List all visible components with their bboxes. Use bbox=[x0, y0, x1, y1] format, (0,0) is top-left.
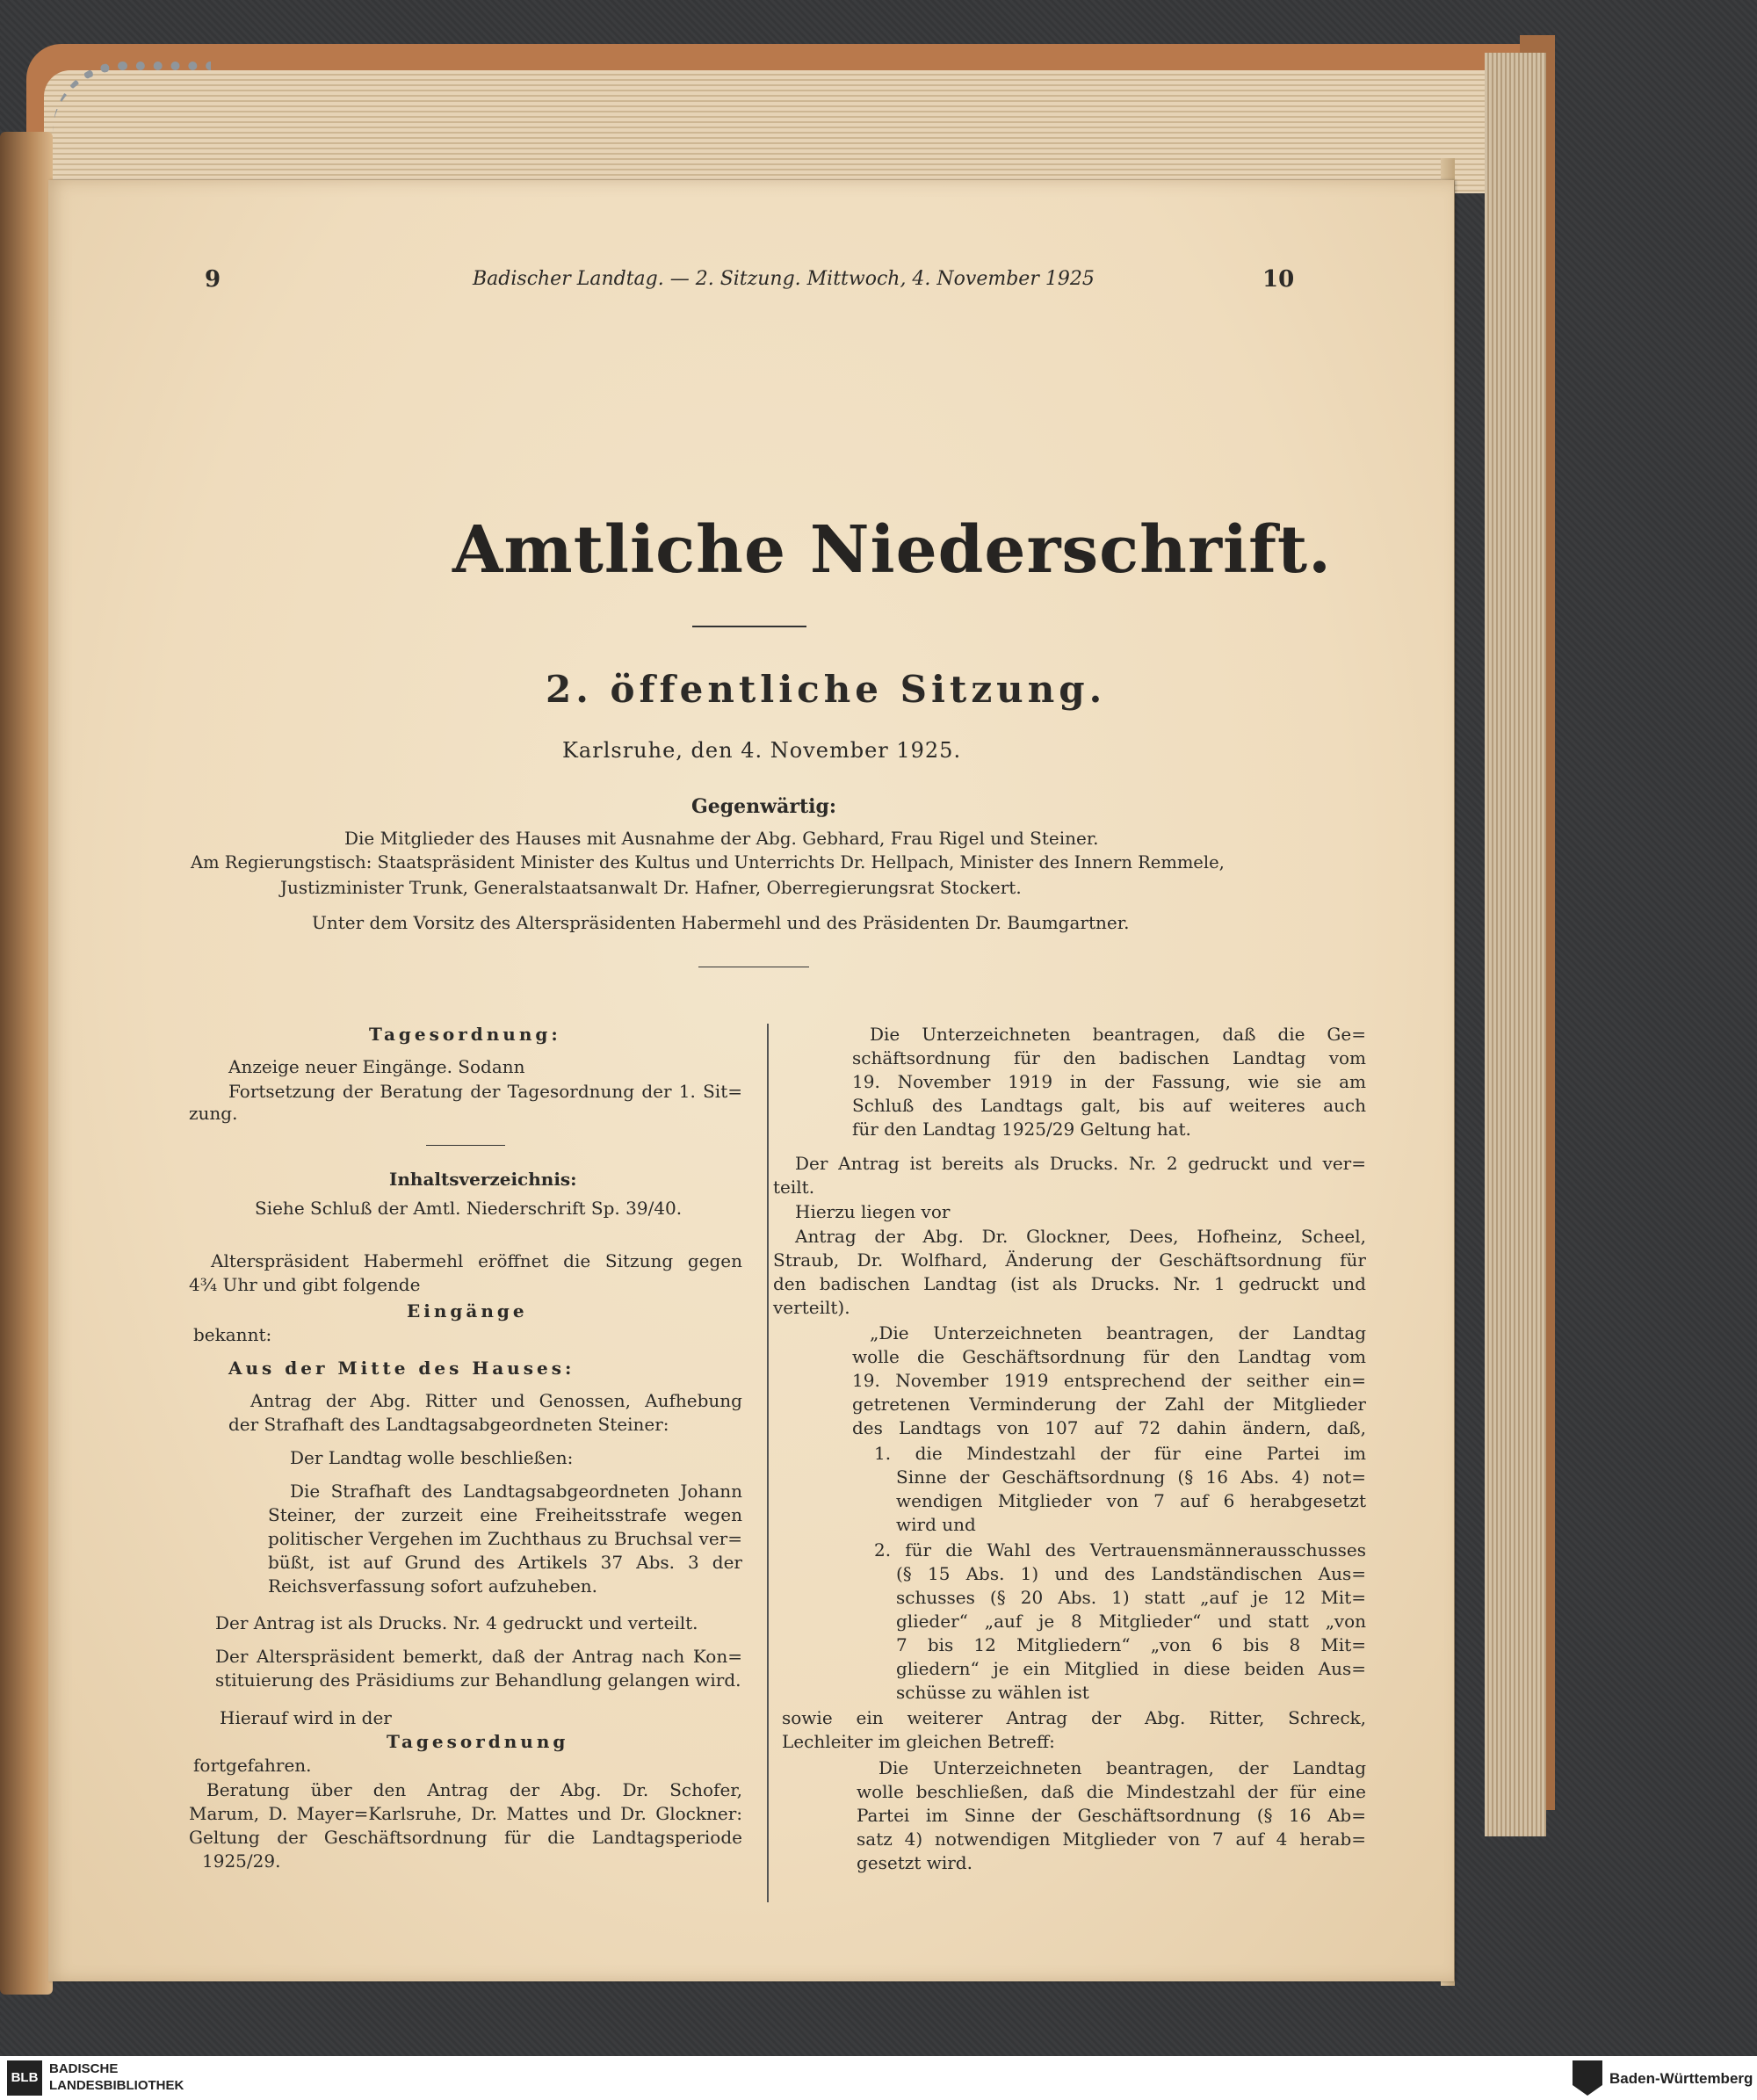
library-name[interactable] bbox=[49, 2060, 184, 2094]
beratung-line-1: Beratung über den Antrag der Abg. Dr. Schofer, bbox=[206, 1779, 742, 1800]
right-line-16: getretenen Verminderung der Zahl der Mitglieder bbox=[852, 1394, 1366, 1415]
beratung-line-3: Geltung der Geschäftsordnung für die Landtagsperiode bbox=[189, 1827, 742, 1848]
right-line-10: Straub, Dr. Wolfhard, Änderung der Geschäftsordnung für bbox=[773, 1249, 1366, 1271]
bemerkt-line-2: stituierung des Präsidiums zur Behandlung gelangen wird. bbox=[215, 1669, 741, 1691]
list-item-2-line-4: glieder“ „auf je 8 Mitglieder“ und statt „von bbox=[896, 1611, 1366, 1632]
beratung-line-2: Marum, D. Mayer=Karlsruhe, Dr. Mattes und Dr. Glockner: bbox=[189, 1803, 742, 1824]
right-line-4: Schluß des Landtags galt, bis auf weiteres auch bbox=[852, 1095, 1366, 1116]
quote-line-2: Steiner, der zurzeit eine Freiheitsstrafe wegen bbox=[268, 1504, 742, 1525]
page-number-left: 9 bbox=[205, 266, 221, 293]
eingaenge-heading: Eingänge bbox=[407, 1300, 528, 1322]
list-item-1-line-1: 1. die Mindestzahl der für eine Partei im bbox=[874, 1443, 1366, 1464]
right-line-8: Hierzu liegen vor bbox=[795, 1201, 951, 1222]
column-divider bbox=[767, 1024, 769, 1902]
library-name-line-1: BADISCHE bbox=[49, 2061, 119, 2076]
fortgefahren-text: fortgefahren. bbox=[193, 1755, 312, 1776]
agenda-item-1: Anzeige neuer Eingänge. Sodann bbox=[228, 1056, 525, 1077]
drucksache-4: Der Antrag ist als Drucks. Nr. 4 gedruckt und verteilt. bbox=[215, 1612, 698, 1633]
book-spine-left bbox=[0, 132, 53, 1995]
list-item-2-line-2: (§ 15 Abs. 1) und des Landständischen Aus= bbox=[896, 1563, 1366, 1584]
blb-logo[interactable]: BLB bbox=[7, 2060, 42, 2096]
agenda-item-2: Fortsetzung der Beratung der Tagesordnung der 1. Sit= bbox=[228, 1081, 742, 1102]
right-line-32: wolle beschließen, daß die Mindestzahl der für eine bbox=[857, 1781, 1366, 1802]
list-item-2-line-1: 2. für die Wahl des Vertrauensmännerausschusses bbox=[874, 1539, 1366, 1561]
bemerkt-line-1: Der Alterspräsident bemerkt, daß der Antrag nach Kon= bbox=[215, 1646, 742, 1667]
quote-line-4: büßt, ist auf Grund des Artikels 37 Abs. 3 der bbox=[268, 1552, 742, 1573]
present-heading: Gegenwärtig: bbox=[691, 795, 836, 818]
right-line-35: gesetzt wird. bbox=[857, 1852, 972, 1873]
index-text: Siehe Schluß der Amtl. Niederschrift Sp. 39/40. bbox=[255, 1198, 683, 1219]
list-item-1-line-4: wird und bbox=[896, 1514, 976, 1535]
right-line-29: sowie ein weiterer Antrag der Abg. Ritter, Schreck, bbox=[782, 1707, 1366, 1728]
opening-line-1: Alterspräsident Habermehl eröffnet die Sitzung gegen bbox=[211, 1250, 742, 1271]
hierauf-text: Hierauf wird in der bbox=[220, 1707, 392, 1728]
quote-line-1: Die Strafhaft des Landtagsabgeordneten Johann bbox=[290, 1481, 742, 1502]
beratung-line-4: 1925/29. bbox=[202, 1850, 281, 1872]
present-government-2: Justizminister Trunk, Generalstaatsanwalt Dr. Hafner, Oberregierungsrat Stockert. bbox=[280, 877, 1022, 898]
list-item-2-line-3: schusses (§ 20 Abs. 1) statt „auf je 12 Mit= bbox=[896, 1587, 1366, 1608]
antrag-ritter-line-2: der Strafhaft des Landtagsabgeordneten Steiner: bbox=[228, 1414, 669, 1435]
right-line-6: Der Antrag ist bereits als Drucks. Nr. 2 gedruckt und ver= bbox=[795, 1153, 1366, 1174]
beschliessen-text: Der Landtag wolle beschließen: bbox=[290, 1447, 574, 1468]
right-line-17: des Landtags von 107 auf 72 dahin ändern, daß, bbox=[852, 1417, 1366, 1438]
document-page bbox=[48, 180, 1454, 1981]
document-title: Amtliche Niederschrift. bbox=[452, 512, 1332, 588]
quote-line-5: Reichsverfassung sofort aufzuheben. bbox=[268, 1575, 598, 1597]
right-line-14: wolle die Geschäftsordnung für den Landtag vom bbox=[852, 1346, 1366, 1367]
page-stack bbox=[44, 70, 1537, 193]
opening-line-2: 4¾ Uhr und gibt folgende bbox=[189, 1274, 421, 1295]
right-line-1: Die Unterzeichneten beantragen, daß die Ge= bbox=[870, 1024, 1366, 1045]
right-line-5: für den Landtag 1925/29 Geltung hat. bbox=[852, 1119, 1191, 1140]
right-line-31: Die Unterzeichneten beantragen, der Landtag bbox=[878, 1757, 1366, 1778]
list-item-1-line-3: wendigen Mitglieder von 7 auf 6 herabgesetzt bbox=[896, 1490, 1366, 1511]
state-name[interactable]: Baden-Württemberg bbox=[1609, 2070, 1753, 2087]
antrag-ritter-line-1: Antrag der Abg. Ritter und Genossen, Aufhebung bbox=[250, 1390, 742, 1411]
present-government-1: Am Regierungstisch: Staatspräsident Minister des Kultus und Unterrichts Dr. Hellpach, Minister des Innern Remmele, bbox=[191, 852, 1225, 873]
agenda-heading: Tagesordnung: bbox=[369, 1024, 561, 1045]
running-title: Badischer Landtag. — 2. Sitzung. Mittwoch, 4. November 1925 bbox=[473, 268, 1095, 290]
list-item-2-line-5: 7 bis 12 Mitgliedern“ „von 6 bis 8 Mit= bbox=[896, 1634, 1366, 1655]
present-chair: Unter dem Vorsitz des Alterspräsidenten Habermehl und des Präsidenten Dr. Baumgartner. bbox=[312, 912, 1130, 933]
index-heading: Inhaltsverzeichnis: bbox=[389, 1169, 577, 1190]
list-item-2-line-6: gliedern“ je ein Mitglied in diese beiden Aus= bbox=[896, 1658, 1366, 1679]
right-line-15: 19. November 1919 entsprechend der seither ein= bbox=[852, 1370, 1366, 1391]
place-date: Karlsruhe, den 4. November 1925. bbox=[562, 738, 962, 763]
list-item-2-line-7: schüsse zu wählen ist bbox=[896, 1682, 1089, 1703]
right-line-33: Partei im Sinne der Geschäftsordnung (§ 16 Ab= bbox=[857, 1805, 1366, 1826]
library-name-line-2: LANDESBIBLIOTHEK bbox=[49, 2078, 184, 2093]
right-line-34: satz 4) notwendigen Mitglieder von 7 auf 4 herab= bbox=[857, 1828, 1366, 1850]
right-line-2: schäftsordnung für den badischen Landtag vom bbox=[852, 1047, 1366, 1068]
aus-mitte-heading: Aus der Mitte des Hauses: bbox=[228, 1358, 575, 1379]
footer-bar bbox=[0, 2056, 1757, 2100]
quote-line-3: politischer Vergehen im Zuchthaus zu Bruchsal ver= bbox=[268, 1528, 742, 1549]
tagesordnung-heading: Tagesordnung bbox=[387, 1731, 569, 1752]
right-line-11: den badischen Landtag (ist als Drucks. Nr. 1 gedruckt und bbox=[773, 1273, 1366, 1294]
page-number-right: 10 bbox=[1262, 266, 1295, 293]
right-line-9: Antrag der Abg. Dr. Glockner, Dees, Hofheinz, Scheel, bbox=[795, 1226, 1366, 1247]
page-edges-right bbox=[1485, 53, 1546, 1836]
right-line-12: verteilt). bbox=[773, 1297, 850, 1318]
agenda-item-2-cont: zung. bbox=[189, 1103, 238, 1124]
right-line-13: „Die Unterzeichneten beantragen, der Landtag bbox=[870, 1322, 1366, 1343]
present-members: Die Mitglieder des Hauses mit Ausnahme der Abg. Gebhard, Frau Rigel und Steiner. bbox=[344, 828, 1099, 849]
short-divider bbox=[426, 1145, 505, 1146]
list-item-1-line-2: Sinne der Geschäftsordnung (§ 16 Abs. 4) not= bbox=[896, 1466, 1366, 1488]
right-line-7: teilt. bbox=[773, 1177, 815, 1198]
session-subtitle: 2. öffentliche Sitzung. bbox=[546, 668, 1107, 711]
title-divider bbox=[692, 626, 806, 627]
right-line-30: Lechleiter im gleichen Betreff: bbox=[782, 1731, 1055, 1752]
bekannt-text: bekannt: bbox=[193, 1324, 272, 1345]
right-line-3: 19. November 1919 in der Fassung, wie sie am bbox=[852, 1071, 1366, 1092]
